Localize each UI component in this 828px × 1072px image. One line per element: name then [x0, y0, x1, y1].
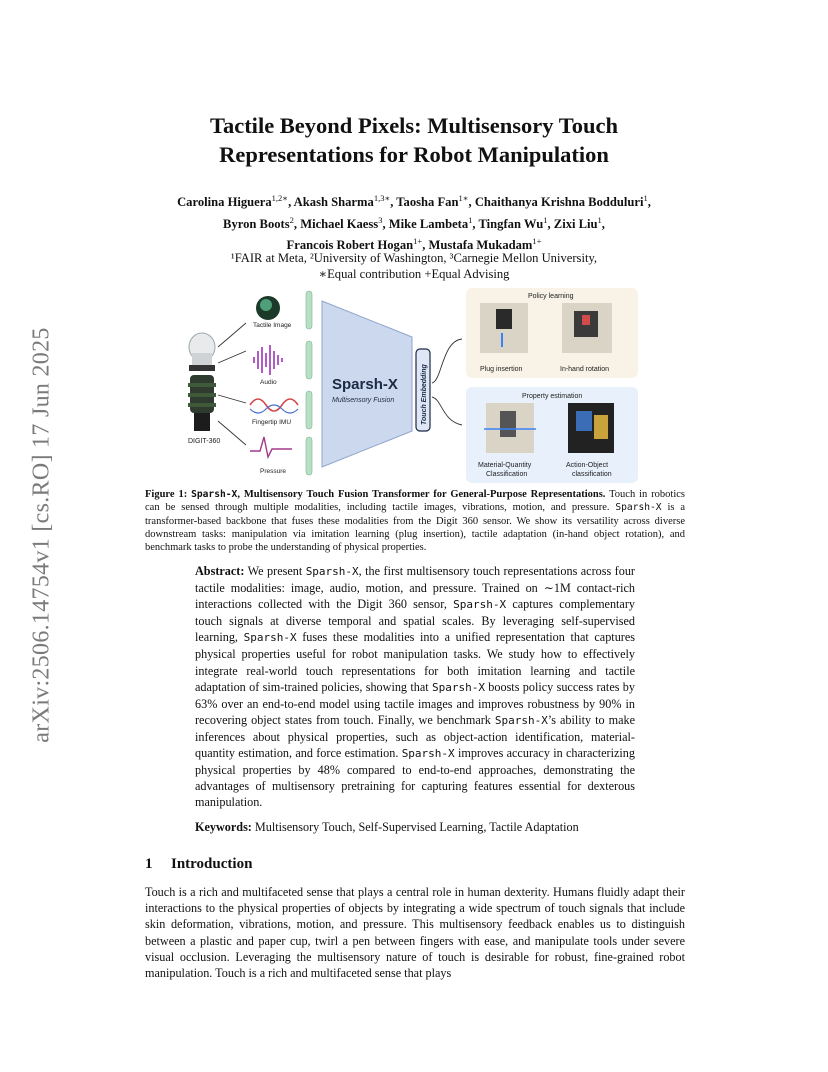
author-name: Zixi Liu [553, 216, 598, 231]
task-label: Plug insertion [480, 366, 523, 373]
author-name: Taosha Fan [396, 195, 459, 210]
abstract: Abstract: We present Sparsh-X, the first multisensory touch representations across four tactile modalities: image, audio, motion, and pressure. Trained on ∼1M contact-rich interactions collected with the Digit 360 sensor, Sparsh-X captures complementary touch signals at diverse temporal and spatial scales. By leveraging self-supervised learning, Sparsh-X fuses these modalities into a unified representation that captures physical properties useful for robot manipulation tasks. We study how to effectively integrate real-world touch representations for both imitation learning and tactile adaptation of sim-trained policies, showing that Sparsh-X boosts policy success rates by 63% over an end-to-end model using tactile images and improves robustness by 90% in recovering object states from touch. Finally, we benchmark Sparsh-X’s ability to make inferences about physical properties, such as object-action identification, material-quantity estimation, and force estimation. Sparsh-X improves accuracy in characterizing physical properties by 48% compared to end-to-end approaches, demonstrating the advantages of multisensory pretraining for capturing features essential for dexterous manipulation. [195, 564, 635, 810]
paper-title [140, 111, 688, 169]
task-label: classification [572, 471, 612, 478]
author-name: Byron Boots [223, 216, 290, 231]
author-line: Carolina Higuera$^{1,2∗}$, Akash Sharma$^{1,3∗}$, Taosha Fan$^{1∗}$, Chaithanya Krishna Bodduluri$^1$, [177, 193, 651, 210]
digit360-sensor-image [188, 333, 216, 431]
author-list [140, 190, 688, 255]
author-name: Mustafa Mukadam [428, 238, 533, 253]
figure-1 [180, 285, 642, 485]
panel-title: Policy learning [528, 293, 574, 300]
abstract-label: Abstract: [195, 564, 245, 578]
title-line-1: Tactile Beyond Pixels: Multisensory Touch [210, 113, 618, 138]
audio-waveform-icon [254, 345, 282, 375]
section-heading: 1 Introduction [145, 856, 253, 872]
author-line: Byron Boots$^2$, Michael Kaess$^3$, Mike Lambeta$^1$, Tingfan Wu$^1$, Zixi Liu$^1$, [223, 214, 605, 231]
task-label: Classification [486, 471, 528, 478]
author-name: Akash Sharma [293, 195, 374, 210]
title-line-2: Representations for Robot Manipulation [219, 142, 609, 167]
embedding-label: Touch Embedding [421, 364, 428, 425]
pressure-signal-icon [250, 437, 292, 457]
model-name-label: Sparsh-X [332, 376, 398, 393]
author-name: Chaithanya Krishna Bodduluri [474, 195, 644, 210]
author-name: Mike Lambeta [388, 216, 469, 231]
task-label: In-hand rotation [560, 366, 610, 373]
affiliations: ¹FAIR at Meta, ²University of Washington, ³Carnegie Mellon University, ∗Equal contribution +Equal Advising [230, 251, 598, 281]
author-name: Carolina Higuera [177, 195, 272, 210]
sensor-label: DIGIT-360 [188, 438, 221, 445]
panel-title: Property estimation [522, 393, 583, 400]
modality-label: Tactile Image [253, 322, 292, 329]
modality-label: Fingertip IMU [252, 419, 292, 426]
introduction-paragraph: Touch is a rich and multifaceted sense that plays a central role in human dexterity. Humans fluidly adapt their interactions to the physical properties of objects by integrating a wide spectrum of touch signals that include skin deformation, vibrations, motion, and pressure. This multisensory feedback enables us to distinguish between a plastic and paper cup, twirl a pen between fingers with ease, and manipulate tools under severe visual occlusion. Leveraging the multisensory nature of touch is desirable for robust, fine-grained robot manipulation. Touch is a rich and multifaceted sense that plays [145, 885, 685, 981]
modality-label: Pressure [260, 468, 287, 475]
task-label: Action-Object [566, 462, 609, 469]
modality-label: Audio [260, 379, 277, 386]
author-name: Tingfan Wu [478, 216, 544, 231]
author-line: Francois Robert Hogan$^{1+}$, Mustafa Mukadam$^{1+}$ [286, 236, 542, 253]
model-subtitle-label: Multisensory Fusion [332, 397, 395, 404]
keywords: Keywords: Multisensory Touch, Self-Supervised Learning, Tactile Adaptation [195, 820, 579, 834]
arxiv-stamp: arXiv:2506.14754v1 [cs.RO] 17 Jun 2025 [28, 327, 55, 743]
author-name: Francois Robert Hogan [286, 238, 414, 253]
task-label: Material-Quantity [478, 462, 532, 469]
figure-caption: Figure 1: Sparsh-X, Multisensory Touch Fusion Transformer for General-Purpose Representations. Touch in robotics can be sensed through multiple modalities, including tactile images, vibrations, motion, and pressure. Sparsh-X is a transformer-based backbone that fuses these modalities from the Digit 360 sensor. We show its versatility across diverse downstream tasks: manipulation via imitation learning (plug insertion), tactile adaptation (in-hand object rotation), and benchmark tasks to probe the understanding of physical properties. [145, 489, 685, 554]
author-name: Michael Kaess [300, 216, 379, 231]
